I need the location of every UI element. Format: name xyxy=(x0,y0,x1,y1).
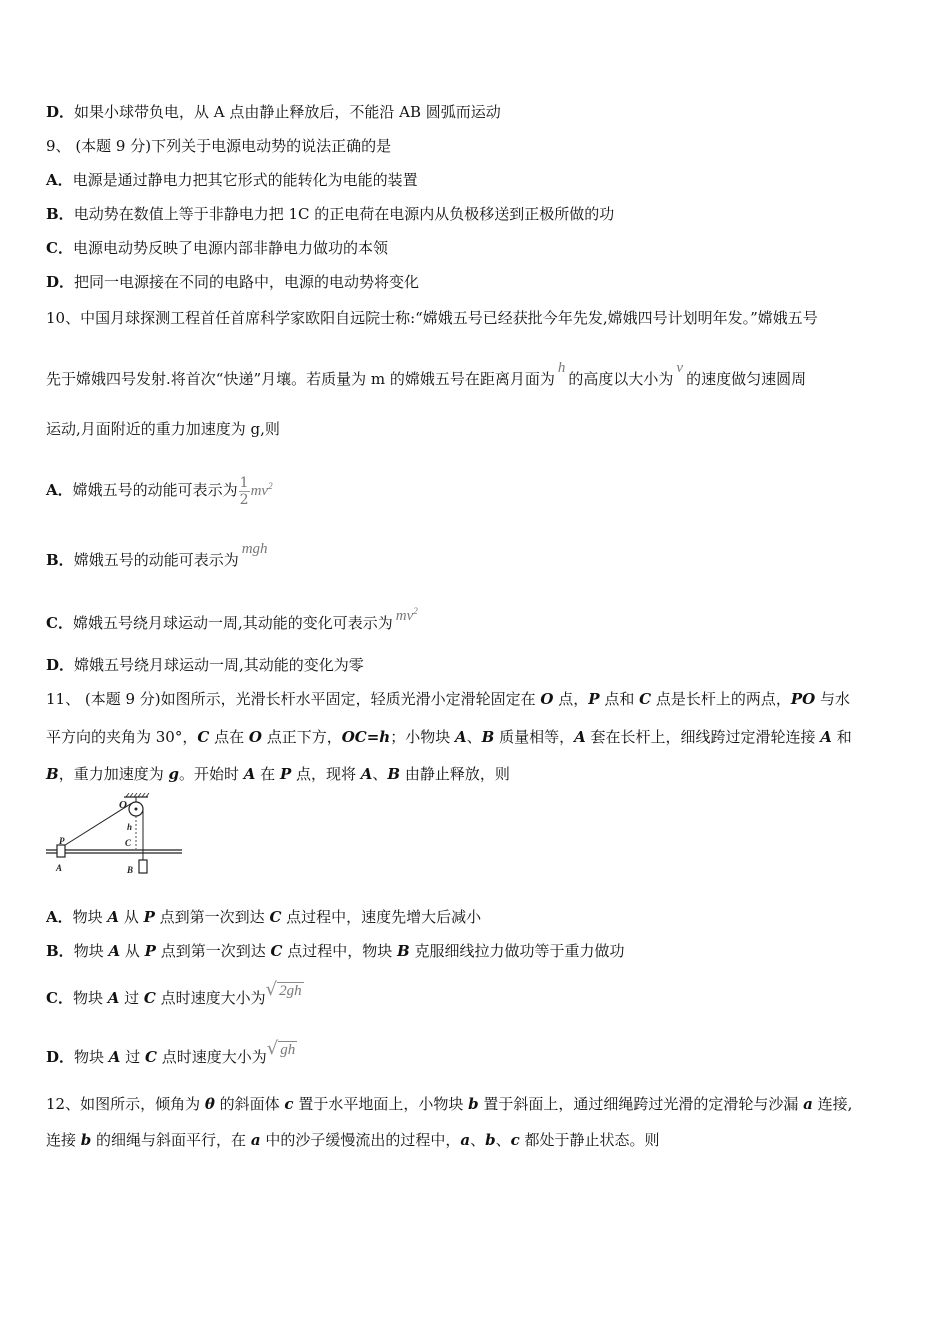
symbol: b xyxy=(80,1131,92,1149)
symbol: A xyxy=(243,765,256,783)
option-label: A． xyxy=(46,171,73,189)
symbol: a xyxy=(460,1131,471,1149)
exponent: 2 xyxy=(413,606,418,616)
symbol: a xyxy=(250,1131,261,1149)
text: 运动,月面附近的重力加速度为 g,则 xyxy=(46,420,280,438)
symbol: C xyxy=(197,728,210,746)
text: 点到第一次到达 xyxy=(154,908,270,926)
option-label: D． xyxy=(46,103,75,121)
q9-option-b xyxy=(46,204,614,224)
label-b: B xyxy=(127,865,134,875)
option-text: 嫦娥五号绕月球运动一周,其动能的变化可表示为 xyxy=(72,614,393,632)
symbol: C xyxy=(270,942,283,960)
symbol: A xyxy=(454,728,467,746)
text: 和 xyxy=(831,728,852,746)
symbol: a xyxy=(803,1095,813,1113)
symbol: A xyxy=(820,728,832,746)
q10-option-d xyxy=(46,655,364,675)
formula-mv: mv xyxy=(395,608,414,624)
symbol-v: v xyxy=(676,360,684,376)
text: 在 xyxy=(255,765,280,783)
option-text: 嫦娥五号的动能可表示为 xyxy=(72,481,238,499)
option-text: 嫦娥五号绕月球运动一周,其动能的变化为零 xyxy=(74,656,364,674)
radicand: 2gh xyxy=(279,983,302,999)
formula-mv: mv xyxy=(250,483,269,499)
symbol: C xyxy=(144,1048,157,1066)
option-label: A． xyxy=(46,908,73,926)
radicand: gh xyxy=(280,1042,296,1058)
text: 点时速度大小为 xyxy=(156,1048,267,1066)
text: 置于斜面上，通过细绳跨过光滑的定滑轮与沙漏 xyxy=(478,1095,804,1113)
text: 由静止释放，则 xyxy=(400,765,510,783)
symbol: B xyxy=(481,728,495,746)
text: ，重力加速度为 xyxy=(58,765,169,783)
label-h: h xyxy=(127,822,133,832)
formula-mgh: mgh xyxy=(241,541,268,557)
symbol: b xyxy=(468,1095,479,1113)
option-label: A． xyxy=(46,481,73,499)
symbol: OC=h xyxy=(341,728,391,746)
text: 10、中国月球探测工程首任首席科学家欧阳自远院士称:“嫦娥五号已经获批今年先发,嫦娥四号计划明年发。”嫦娥五号 xyxy=(46,309,818,327)
option-text: 如果小球带负电，从 A 点由静止释放后，不能沿 AB 圆弧而运动 xyxy=(74,103,501,121)
symbol: C xyxy=(143,989,156,1007)
text: 点和 xyxy=(599,690,640,708)
question-stem: (本题 9 分)下列关于电源电动势的说法正确的是 xyxy=(70,137,392,155)
symbol: c xyxy=(284,1095,294,1113)
text: 中的沙子缓慢流出的过程中， xyxy=(260,1131,461,1149)
text: 连接 xyxy=(46,1131,81,1149)
radical-icon: √ xyxy=(266,1038,279,1059)
text: 点， xyxy=(553,690,589,708)
symbol: A xyxy=(107,989,120,1007)
symbol: PO xyxy=(790,690,816,708)
sqrt-2gh xyxy=(266,980,304,1001)
option-text: 电动势在数值上等于非静电力把 1C 的正电荷在电源内从负极移送到正极所做的功 xyxy=(73,205,615,223)
fraction-denominator: 2 xyxy=(239,491,249,508)
symbol: P xyxy=(144,942,156,960)
text: 12、如图所示，倾角为 xyxy=(46,1095,205,1113)
symbol: B xyxy=(46,765,59,783)
option-text: 电源电动势反映了电源内部非静电力做功的本领 xyxy=(72,239,388,257)
symbol: g xyxy=(168,765,179,783)
symbol-h: h xyxy=(557,360,566,376)
text: 物块 xyxy=(73,942,109,960)
text: 的斜面体 xyxy=(214,1095,285,1113)
text: 从 xyxy=(119,908,144,926)
block-a xyxy=(57,845,65,857)
text: 。开始时 xyxy=(178,765,244,783)
q10-stem-line3 xyxy=(46,419,280,439)
text: 连接, xyxy=(812,1095,853,1113)
text: 的细绳与斜面平行，在 xyxy=(91,1131,251,1149)
symbol: P xyxy=(588,690,600,708)
text: 从 xyxy=(120,942,145,960)
q11-stem-line3 xyxy=(46,764,510,784)
text: 先于嫦娥四号发射.将首次“快递”月壤。若质量为 m 的嫦娥五号在距离月面为 xyxy=(46,370,555,388)
option-text: 嫦娥五号的动能可表示为 xyxy=(73,551,239,569)
q8-option-d xyxy=(46,102,501,122)
option-text: 电源是通过静电力把其它形式的能转化为电能的装置 xyxy=(72,171,418,189)
fraction-numerator: 1 xyxy=(239,474,249,491)
option-label: C． xyxy=(46,239,73,257)
q11-option-b xyxy=(46,941,624,961)
text: 套在长杆上，细线跨过定滑轮连接 xyxy=(585,728,821,746)
text: 、 xyxy=(495,1131,511,1149)
question-number: 9、 xyxy=(46,137,71,155)
question-number: 11、 xyxy=(46,690,81,708)
label-a: A xyxy=(56,863,63,873)
exponent: 2 xyxy=(268,481,273,491)
text: 点到第一次到达 xyxy=(155,942,271,960)
text: 的速度做匀速圆周 xyxy=(686,370,807,388)
fraction-one-half xyxy=(239,475,250,508)
symbol: O xyxy=(540,690,554,708)
text: 物块 xyxy=(74,1048,109,1066)
symbol: θ xyxy=(204,1095,215,1113)
text: 、 xyxy=(466,728,482,746)
symbol: A xyxy=(574,728,586,746)
option-text: 把同一电源接在不同的电路中，电源的电动势将变化 xyxy=(74,273,420,291)
option-label: C． xyxy=(46,989,73,1007)
option-label: D． xyxy=(46,1048,75,1066)
label-c: C xyxy=(125,838,132,848)
label-p: P xyxy=(59,836,65,846)
q9-option-a xyxy=(46,170,418,190)
q11-option-a xyxy=(46,907,481,927)
text: 点在 xyxy=(209,728,249,746)
q9-option-c xyxy=(46,238,388,258)
symbol: A xyxy=(108,942,121,960)
q11-option-d xyxy=(46,1038,297,1068)
q12-stem-line1 xyxy=(46,1094,852,1114)
q9-stem xyxy=(46,136,391,156)
text: 、 xyxy=(372,765,388,783)
text: 质量相等， xyxy=(494,728,575,746)
option-label: D． xyxy=(46,273,75,291)
text: 点过程中，速度先增大后减小 xyxy=(281,908,482,926)
option-label: B． xyxy=(46,205,74,223)
text: 平方向的夹角为 30°， xyxy=(46,728,198,746)
text: 点过程中，物块 xyxy=(282,942,397,960)
text: 点正下方， xyxy=(261,728,342,746)
symbol: A xyxy=(360,765,373,783)
q11-option-c xyxy=(46,979,304,1009)
text: 与水 xyxy=(815,690,850,708)
block-b xyxy=(139,860,147,873)
q12-stem-line2 xyxy=(46,1130,660,1150)
q9-option-d xyxy=(46,272,419,292)
symbol: C xyxy=(639,690,652,708)
symbol: b xyxy=(485,1131,496,1149)
text: 物块 xyxy=(72,989,108,1007)
symbol: c xyxy=(510,1131,520,1149)
pulley-diagram xyxy=(44,793,186,879)
text: 都处于静止状态。则 xyxy=(519,1131,660,1149)
symbol: B xyxy=(387,765,401,783)
radical-icon: √ xyxy=(265,979,278,1000)
symbol: P xyxy=(143,908,155,926)
sqrt-gh xyxy=(267,1039,297,1060)
symbol: C xyxy=(269,908,282,926)
text: 置于水平地面上，小物块 xyxy=(293,1095,469,1113)
text: 点时速度大小为 xyxy=(155,989,266,1007)
text: 过 xyxy=(119,989,144,1007)
symbol: A xyxy=(107,908,120,926)
option-label: C． xyxy=(46,614,73,632)
text: 、 xyxy=(470,1131,486,1149)
text: 点，现将 xyxy=(291,765,361,783)
option-label: B． xyxy=(46,942,74,960)
text: 物块 xyxy=(72,908,108,926)
q10-stem-line2 xyxy=(46,360,807,390)
text: 克服细线拉力做功等于重力做功 xyxy=(409,942,625,960)
q10-option-a xyxy=(46,472,273,508)
pulley-axle xyxy=(135,808,138,811)
symbol: B xyxy=(396,942,410,960)
symbol: A xyxy=(108,1048,121,1066)
text: (本题 9 分)如图所示，光滑长杆水平固定，轻质光滑小定滑轮固定在 xyxy=(80,690,541,708)
symbol: O xyxy=(248,728,262,746)
symbol: P xyxy=(279,765,292,783)
option-label: D． xyxy=(46,656,75,674)
text: ；小物块 xyxy=(390,728,455,746)
q10-option-b xyxy=(46,541,268,571)
text: 过 xyxy=(120,1048,145,1066)
q11-stem-line1 xyxy=(46,689,850,709)
text: 点是长杆上的两点， xyxy=(651,690,791,708)
text: 的高度以大小为 xyxy=(568,370,674,388)
q10-stem-line1 xyxy=(46,308,818,328)
label-o: O xyxy=(119,799,127,811)
option-label: B． xyxy=(46,551,74,569)
q10-option-c xyxy=(46,606,418,634)
q11-stem-line2 xyxy=(46,727,852,747)
